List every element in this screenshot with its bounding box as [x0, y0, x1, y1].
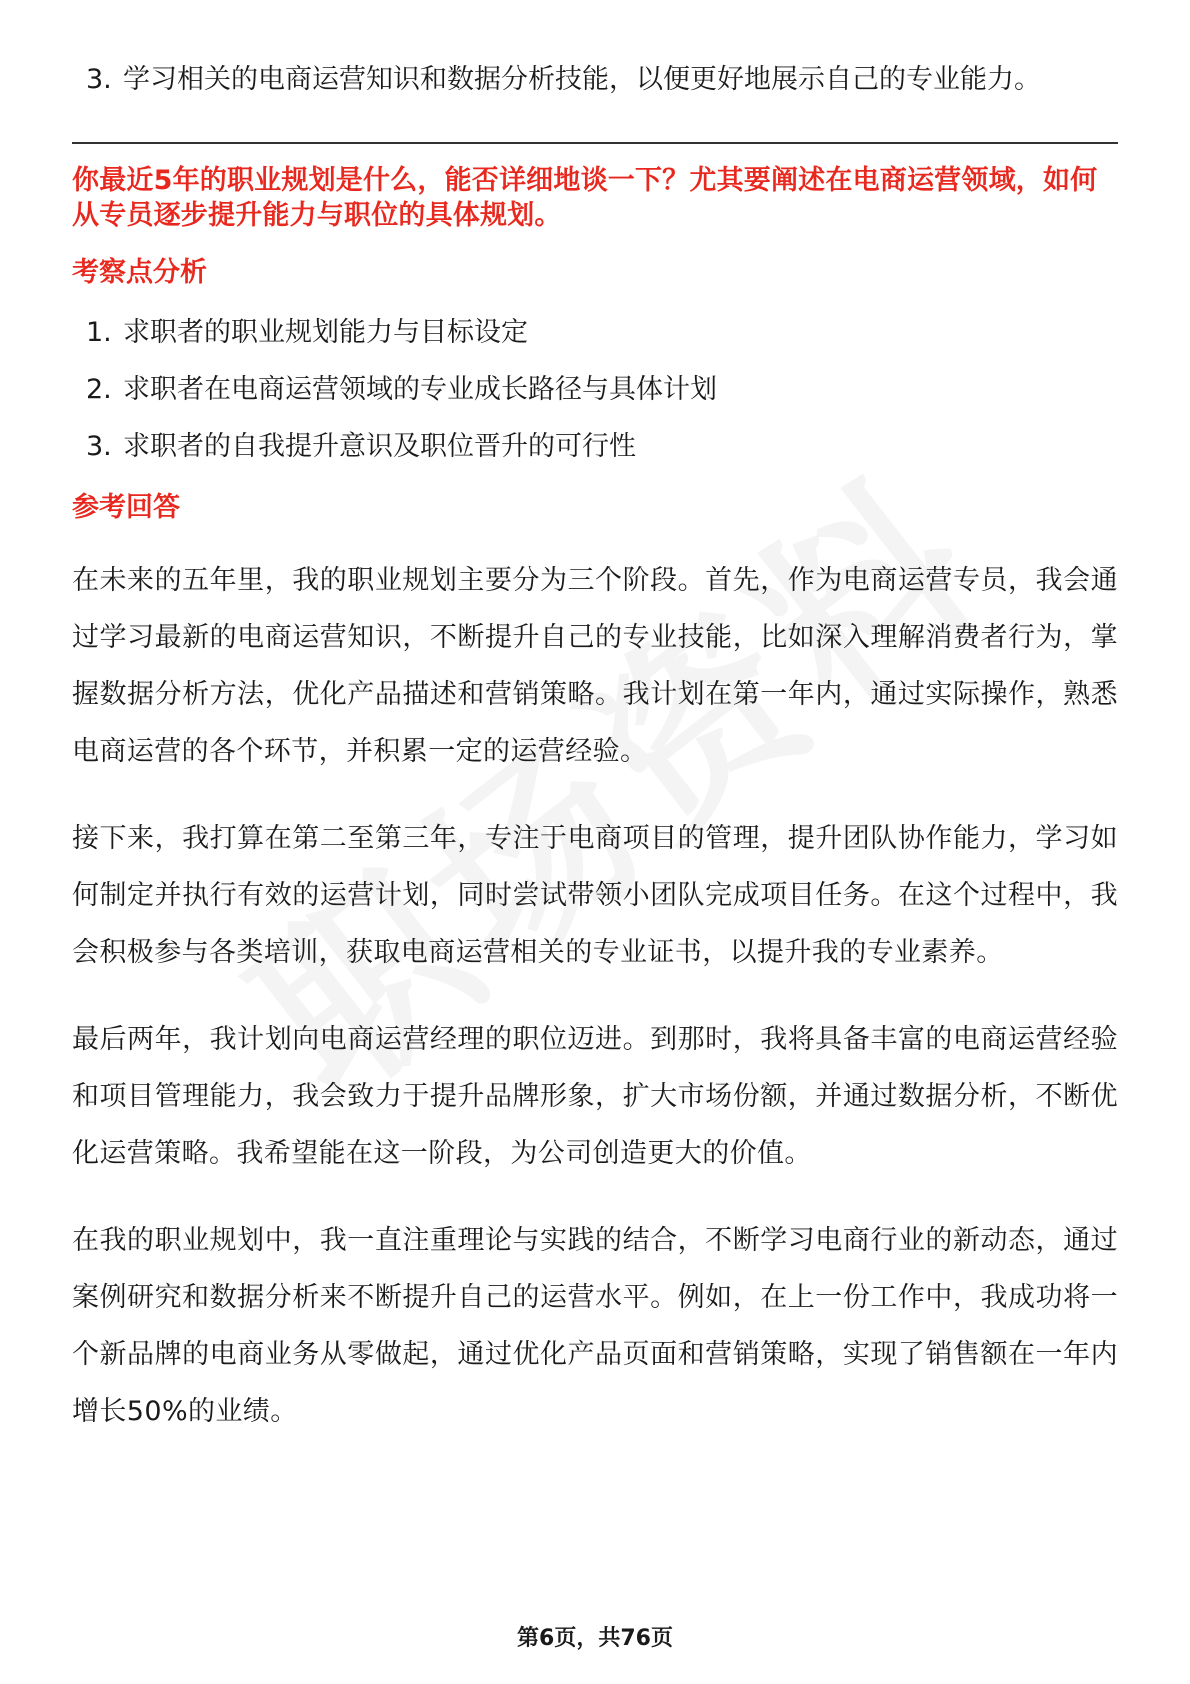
list-item-text: 求职者的自我提升意识及职位晋升的可行性 — [123, 431, 636, 462]
answer-paragraph: 最后两年，我计划向电商运营经理的职位迈进。到那时，我将具备丰富的电商运营经验和项目管理能力，我会致力于提升品牌形象，扩大市场份额，并通过数据分析，不断优化运营策略。我希望能在这一阶段，为公司创造更大的价值。 — [72, 1024, 1118, 1169]
list-item — [72, 313, 1118, 370]
list-item-text: 求职者在电商运营领域的专业成长路径与具体计划 — [123, 374, 717, 405]
question-heading: 你最近5年的职业规划是什么，能否详细地谈一下？尤其要阐述在电商运营领域，如何从专员逐步提升能力与职位的具体规划。 — [72, 165, 1098, 231]
answer-paragraph: 在未来的五年里，我的职业规划主要分为三个阶段。首先，作为电商运营专员，我会通过学习最新的电商运营知识，不断提升自己的专业技能，比如深入理解消费者行为，掌握数据分析方法，优化产品描述和营销策略。我计划在第一年内，通过实际操作，熟悉电商运营的各个环节，并积累一定的运营经验。 — [72, 565, 1118, 767]
list-item-text: 求职者的职业规划能力与目标设定 — [123, 317, 528, 348]
page-content — [72, 60, 1118, 1470]
list-item-number: 2. — [86, 374, 112, 405]
section-divider — [72, 142, 1118, 144]
list-item — [72, 60, 1118, 100]
list-item — [72, 370, 1118, 427]
answer-paragraph: 接下来，我打算在第二至第三年，专注于电商项目的管理，提升团队协作能力，学习如何制定并执行有效的运营计划，同时尝试带领小团队完成项目任务。在这个过程中，我会积极参与各类培训，获取电商运营相关的专业证书，以提升我的专业素养。 — [72, 823, 1118, 968]
list-item-number: 3. — [86, 431, 112, 462]
analysis-heading: 考察点分析 — [72, 257, 207, 288]
continued-list — [72, 60, 1118, 100]
page-footer: 第6页，共76页 — [517, 1626, 673, 1651]
analysis-list — [72, 313, 1118, 484]
list-item — [72, 427, 1118, 484]
answer-paragraph: 在我的职业规划中，我一直注重理论与实践的结合，不断学习电商行业的新动态，通过案例研究和数据分析来不断提升自己的运营水平。例如，在上一份工作中，我成功将一个新品牌的电商业务从零做起，通过优化产品页面和营销策略，实现了销售额在一年内增长50%的业绩。 — [72, 1225, 1118, 1427]
list-item-number: 1. — [86, 317, 112, 348]
list-item-number: 3. — [86, 64, 112, 95]
answer-heading: 参考回答 — [72, 492, 180, 523]
list-item-text: 学习相关的电商运营知识和数据分析技能，以便更好地展示自己的专业能力。 — [123, 64, 1041, 95]
